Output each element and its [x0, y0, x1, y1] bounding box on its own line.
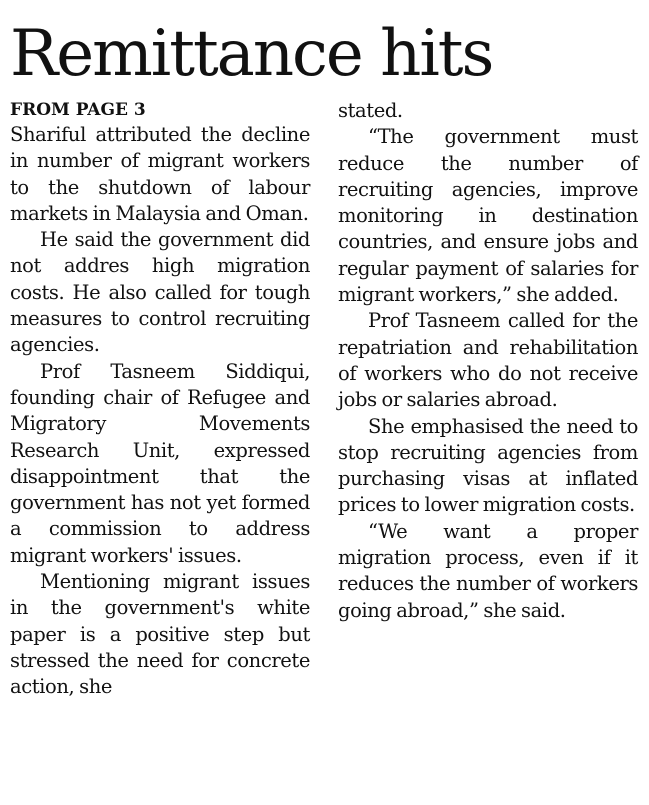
article-headline: Remittance hits — [10, 17, 493, 91]
paragraph: “The government must reduce the number of recruiting agencies, improve monitoring in destination countries, and ensure jobs and regular payment of salaries for migrant workers,” she added. — [338, 125, 638, 307]
article-column-right — [338, 98, 638, 624]
paragraph: Mentioning migrant issues in the government's white paper is a positive step but stressed the need for concrete action, she — [10, 570, 310, 699]
article-column-left — [10, 98, 310, 701]
paragraph: She emphasised the need to stop recruiting agencies from purchasing visas at inflated prices to lower migration costs. — [338, 414, 638, 517]
paragraph: Prof Tasneem called for the repatriation and rehabilitation of workers who do not receive jobs or salaries abroad. — [338, 309, 638, 412]
paragraph: Prof Tasneem Siddiqui, founding chair of Refugee and Migratory Movements Research Unit, expressed disappointment that the government has not yet formed a commission to address migrant workers' issues. — [10, 359, 310, 567]
paragraph: Shariful attributed the decline in number of migrant workers to the shutdown of labour markets in Malaysia and Oman. — [10, 123, 310, 225]
continuation-kicker: FROM PAGE 3 — [10, 100, 146, 120]
paragraph: He said the government did not addres high migration costs. He also called for tough measures to control recruiting agencies. — [10, 228, 310, 357]
paragraph: “We want a proper migration process, even if it reduces the number of workers going abroad,” she said. — [338, 519, 638, 622]
paragraph-continuation: stated. — [338, 99, 403, 122]
